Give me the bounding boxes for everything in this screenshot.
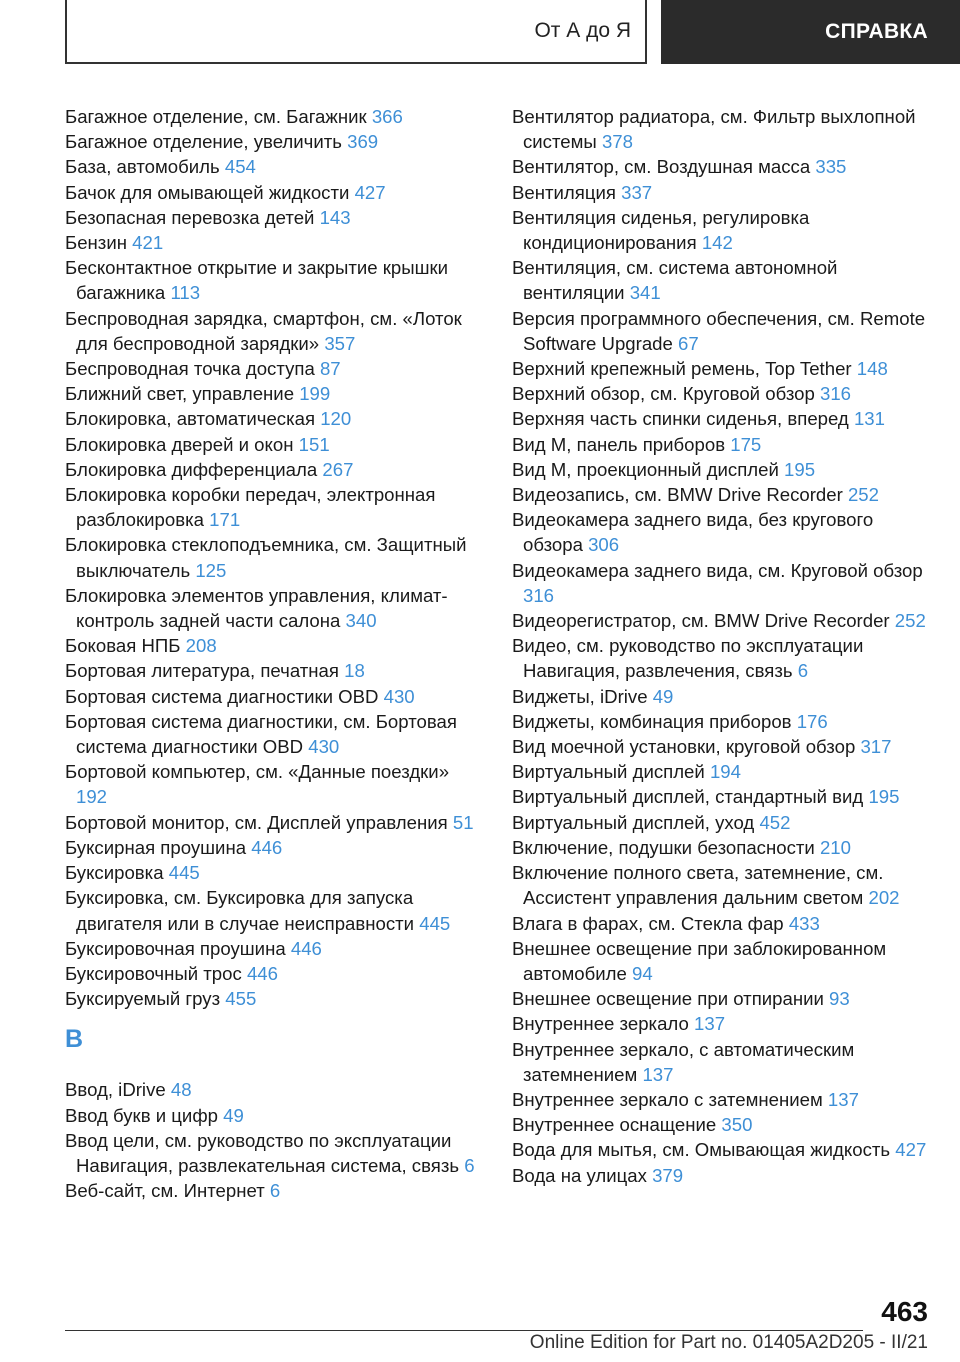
page-reference-link[interactable]: 454: [224, 156, 256, 178]
index-entry-text: Ввод, iDrive: [65, 1079, 166, 1101]
index-entry: [65, 1128, 485, 1178]
page-reference-link[interactable]: 430: [308, 736, 340, 758]
index-entry: [512, 507, 937, 557]
index-entry-text: Бесконтактное открытие и закрытие крышки багажника: [65, 257, 449, 304]
index-list-b: [65, 104, 485, 1011]
index-column-left: [65, 104, 485, 1203]
index-entry-text: Беспроводная точка доступа: [65, 358, 315, 380]
index-entry: [512, 1011, 937, 1036]
page-reference-link[interactable]: 51: [452, 811, 474, 833]
index-entry: [512, 255, 937, 305]
index-entry-text: Видеозапись, см. BMW Drive Recorder: [512, 484, 843, 506]
page-reference-link[interactable]: 137: [694, 1013, 726, 1035]
page-reference-link[interactable]: 49: [652, 685, 674, 707]
index-entry-text: Веб-сайт, см. Интернет: [65, 1180, 265, 1202]
page-number: 463: [881, 1296, 928, 1327]
index-entry-text: Ввод цели, см. руководство по эксплуатации Навигация, развлекательная система, связь: [65, 1129, 460, 1176]
index-entry: [65, 986, 485, 1011]
index-entry: [512, 104, 937, 154]
index-entry: [65, 104, 485, 129]
index-entry-text: Виртуальный дисплей: [512, 761, 705, 783]
page-reference-link[interactable]: 67: [678, 332, 699, 354]
index-entry-text: Бачок для омывающей жидкости: [65, 181, 350, 203]
index-entry-text: Бортовая система диагностики, см. Бортовая система диагностики OBD: [65, 710, 457, 758]
index-entry: [65, 406, 485, 431]
page-reference-link[interactable]: 125: [195, 559, 227, 581]
header-chapter-tab: [661, 0, 960, 64]
index-entry-text: Видеорегистратор, см. BMW Drive Recorder: [512, 610, 890, 632]
index-entry-text: Вентиляция сиденья, регулировка кондиционирования: [512, 206, 810, 254]
page-reference-link[interactable]: 445: [419, 912, 451, 934]
page-reference-link[interactable]: 6: [797, 660, 809, 682]
index-entry-text: Бензин: [65, 232, 127, 254]
page-reference-link[interactable]: 131: [853, 408, 885, 430]
index-entry: [65, 658, 485, 683]
index-entry: [512, 1163, 937, 1188]
page-reference-link[interactable]: 252: [847, 484, 879, 506]
index-entry-text: Виртуальный дисплей, уход: [512, 811, 755, 833]
page-reference-link[interactable]: 113: [170, 282, 201, 304]
index-entry: [65, 633, 485, 658]
index-entry-text: Верхний обзор, см. Круговой обзор: [512, 383, 815, 405]
index-entry-text: Видеокамера заднего вида, см. Круговой обзор: [512, 559, 923, 581]
index-entry-text: Виртуальный дисплей, стандартный вид: [512, 786, 864, 808]
index-entry: [512, 759, 937, 784]
index-entry: [512, 482, 937, 507]
index-entry: [512, 860, 937, 910]
index-entry: [512, 986, 937, 1011]
index-entry: [512, 306, 937, 356]
page-reference-link[interactable]: 316: [820, 383, 852, 405]
index-entry: [65, 381, 485, 406]
index-entry: [512, 356, 937, 381]
index-entry-text: Безопасная перевозка детей: [65, 206, 315, 228]
page-reference-link[interactable]: 335: [815, 156, 847, 178]
page-reference-link[interactable]: 176: [796, 710, 828, 732]
index-entry: [512, 633, 937, 683]
page-reference-link[interactable]: 350: [721, 1114, 753, 1136]
index-entry: [65, 684, 485, 709]
page-reference-link[interactable]: 341: [629, 282, 661, 304]
index-entry: [512, 835, 937, 860]
index-entry-text: Блокировка дверей и окон: [65, 433, 294, 455]
page-reference-link[interactable]: 194: [709, 761, 741, 783]
index-entry-text: Включение полного света, затемнение, см. Ассистент управления дальним светом: [512, 862, 884, 909]
index-entry: [512, 558, 937, 608]
page-reference-link[interactable]: 143: [319, 206, 351, 228]
index-entry: [512, 180, 937, 205]
index-entry-text: Внешнее освещение при отпирании: [512, 988, 824, 1010]
index-entry-text: База, автомобиль: [65, 156, 220, 178]
index-entry: [65, 356, 485, 381]
index-entry-text: Буксировочная проушина: [65, 937, 286, 959]
index-entry-text: Вид моечной установки, круговой обзор: [512, 736, 856, 758]
index-entry: [512, 684, 937, 709]
page-reference-link[interactable]: 252: [894, 610, 926, 632]
page-reference-link[interactable]: 427: [354, 181, 386, 203]
page-reference-link[interactable]: 427: [895, 1139, 927, 1161]
page-reference-link[interactable]: 49: [223, 1104, 244, 1126]
page-reference-link[interactable]: 192: [76, 786, 108, 808]
index-entry-text: Вентилятор радиатора, см. Фильтр выхлопной системы: [512, 106, 916, 153]
index-entry-text: Буксировка: [65, 862, 164, 884]
page-reference-link[interactable]: 446: [251, 836, 283, 858]
index-entry-text: Верхняя часть спинки сиденья, вперед: [512, 408, 849, 430]
index-entry: [512, 810, 937, 835]
index-entry: [512, 911, 937, 936]
page-reference-link[interactable]: 18: [344, 660, 365, 682]
page-reference-link[interactable]: 195: [784, 458, 816, 480]
index-entry-text: Внутреннее зеркало: [512, 1013, 689, 1035]
page-reference-link[interactable]: 6: [269, 1180, 281, 1202]
index-list-v-continued: [512, 104, 937, 1188]
index-entry-text: Блокировка дифференциала: [65, 458, 318, 480]
index-entry: [65, 154, 485, 179]
page-reference-link[interactable]: 137: [827, 1088, 859, 1110]
index-entry-text: Буксирная проушина: [65, 836, 247, 858]
index-entry-text: Вентиляция: [512, 181, 616, 203]
index-entry: [512, 457, 937, 482]
index-entry-text: Вентилятор, см. Воздушная масса: [512, 156, 811, 178]
index-entry-text: Виджеты, iDrive: [512, 685, 648, 707]
index-entry: [65, 583, 485, 633]
index-entry: [512, 1037, 937, 1087]
index-entry-text: Влага в фарах, см. Стекла фар: [512, 912, 784, 934]
page-reference-link[interactable]: 357: [324, 332, 356, 354]
page-reference-link[interactable]: 87: [319, 358, 341, 380]
index-entry: [65, 180, 485, 205]
index-entry-text: Внутреннее зеркало, с автоматическим затемнением: [512, 1038, 855, 1085]
index-entry: [512, 936, 937, 986]
index-entry-text: Вентиляция, см. система автономной вентиляции: [512, 257, 838, 304]
index-entry-text: Беспроводная зарядка, смартфон, см. «Лоток для беспроводной зарядки»: [65, 307, 462, 354]
page-reference-link[interactable]: 379: [652, 1164, 684, 1186]
index-entry: [512, 205, 937, 255]
index-entry-text: Видео, см. руководство по эксплуатации Навигация, развлечения, связь: [512, 635, 864, 682]
page-reference-link[interactable]: 446: [290, 937, 322, 959]
index-entry: [65, 230, 485, 255]
index-entry-text: Буксировка, см. Буксировка для запуска двигателя или в случае неисправности: [65, 887, 415, 934]
footer-divider: [65, 1330, 863, 1331]
index-entry-text: Внутреннее зеркало с затемнением: [512, 1088, 823, 1110]
index-entry: [65, 306, 485, 356]
footer-edition: Online Edition for Part no. 01405A2D205 - II/21: [529, 1332, 928, 1353]
page-reference-link[interactable]: 120: [320, 408, 352, 430]
page-reference-link[interactable]: 306: [588, 534, 620, 556]
page-reference-link[interactable]: 6: [464, 1154, 475, 1176]
index-entry-text: Багажное отделение, см. Багажник: [65, 106, 367, 127]
index-entry-text: Вид M, панель приборов: [512, 433, 726, 455]
index-entry-text: Внешнее освещение при заблокированном автомобиле: [512, 937, 887, 984]
page-reference-link[interactable]: 208: [185, 635, 217, 657]
page-reference-link[interactable]: 267: [322, 458, 354, 480]
index-entry-text: Вода на улицах: [512, 1164, 647, 1186]
page-reference-link[interactable]: 366: [371, 106, 403, 127]
page-reference-link[interactable]: 151: [298, 433, 330, 455]
page-reference-link[interactable]: 421: [132, 232, 164, 254]
index-entry: [65, 457, 485, 482]
index-entry: [65, 936, 485, 961]
index-entry: [65, 709, 485, 759]
page-reference-link[interactable]: 142: [701, 232, 733, 254]
page-reference-link[interactable]: 452: [759, 811, 791, 833]
page-reference-link[interactable]: 433: [788, 912, 820, 934]
page-reference-link[interactable]: 195: [868, 786, 900, 808]
page-reference-link[interactable]: 337: [621, 181, 653, 203]
index-entry: [512, 1137, 937, 1162]
page-reference-link[interactable]: 445: [168, 862, 200, 884]
index-entry-text: Видеокамера заднего вида, без кругового обзора: [512, 509, 874, 556]
page-reference-link[interactable]: 93: [829, 988, 850, 1010]
index-entry: [65, 1103, 485, 1128]
index-entry: [65, 255, 485, 305]
index-entry: [512, 734, 937, 759]
page-reference-link[interactable]: 137: [642, 1063, 674, 1085]
index-entry-text: Блокировка элементов управления, климат-контроль задней части салона: [65, 584, 448, 632]
index-entry: [65, 759, 485, 809]
page-reference-link[interactable]: 378: [601, 131, 633, 153]
page-reference-link[interactable]: 455: [225, 988, 257, 1010]
page-reference-link[interactable]: 316: [523, 584, 555, 606]
index-entry-text: Версия программного обеспечения, см. Remote Software Upgrade: [512, 307, 926, 354]
index-entry: [512, 154, 937, 179]
index-entry-text: Внутреннее оснащение: [512, 1114, 717, 1136]
page-reference-link[interactable]: 48: [170, 1079, 192, 1101]
index-entry-text: Бортовой монитор, см. Дисплей управления: [65, 811, 448, 833]
index-entry-text: Бортовой компьютер, см. «Данные поездки»: [65, 761, 450, 783]
index-entry-text: Вода для мытья, см. Омывающая жидкость: [512, 1139, 891, 1161]
index-entry: [512, 608, 937, 633]
index-entry: [512, 784, 937, 809]
index-entry: [512, 381, 937, 406]
index-entry: [65, 1077, 485, 1102]
index-entry-text: Виджеты, комбинация приборов: [512, 710, 792, 732]
index-entry: [65, 205, 485, 230]
index-entry: [512, 1087, 937, 1112]
page-reference-link[interactable]: 171: [209, 509, 241, 531]
page-reference-link[interactable]: 446: [246, 962, 278, 984]
index-entry-text: Бортовая литература, печатная: [65, 660, 339, 682]
index-entry-text: Буксировочный трос: [65, 962, 242, 984]
index-entry: [65, 885, 485, 935]
index-entry-text: Ближний свет, управление: [65, 383, 295, 405]
index-entry: [512, 406, 937, 431]
index-entry-text: Вид M, проекционный дисплей: [512, 458, 779, 480]
page-reference-link[interactable]: 202: [868, 887, 900, 909]
index-entry: [512, 1112, 937, 1137]
index-entry-text: Бортовая система диагностики OBD: [65, 685, 379, 707]
index-entry: [65, 532, 485, 582]
header-section-tab: [65, 0, 647, 64]
index-entry: [65, 961, 485, 986]
index-entry-text: Блокировка, автоматическая: [65, 408, 316, 430]
index-entry: [512, 709, 937, 734]
index-entry: [65, 432, 485, 457]
page-reference-link[interactable]: 317: [860, 736, 892, 758]
index-entry-text: Ввод букв и цифр: [65, 1104, 218, 1126]
index-entry-text: Буксируемый груз: [65, 988, 221, 1010]
page-reference-link[interactable]: 94: [631, 962, 653, 984]
index-list-v: [65, 1077, 485, 1203]
index-entry-text: Верхний крепежный ремень, Top Tether: [512, 358, 852, 380]
page-reference-link[interactable]: 210: [819, 836, 851, 858]
header-chapter-title: СПРАВКА: [825, 20, 928, 43]
index-entry-text: Боковая НПБ: [65, 635, 181, 657]
index-entry: [512, 432, 937, 457]
page-reference-link[interactable]: 369: [347, 131, 379, 153]
index-entry: [65, 835, 485, 860]
index-entry-text: Багажное отделение, увеличить: [65, 131, 342, 153]
index-entry-text: Включение, подушки безопасности: [512, 836, 815, 858]
page-reference-link[interactable]: 148: [856, 358, 888, 380]
index-entry: [65, 482, 485, 532]
section-letter: В: [65, 1025, 84, 1054]
page-reference-link[interactable]: 430: [383, 685, 415, 707]
page-reference-link[interactable]: 340: [345, 610, 377, 632]
index-column-right: [512, 104, 937, 1188]
index-entry: [65, 810, 485, 835]
header-section-title: От А до Я: [534, 19, 631, 42]
index-entry-text: Блокировка стеклоподъемника, см. Защитный выключатель: [65, 534, 467, 581]
index-entry-text: Блокировка коробки передач, электронная разблокировка: [65, 484, 436, 531]
index-entry: [65, 1178, 485, 1203]
index-entry: [65, 860, 485, 885]
index-entry: [65, 129, 485, 154]
page-reference-link[interactable]: 199: [299, 383, 331, 405]
page-reference-link[interactable]: 175: [730, 433, 762, 455]
